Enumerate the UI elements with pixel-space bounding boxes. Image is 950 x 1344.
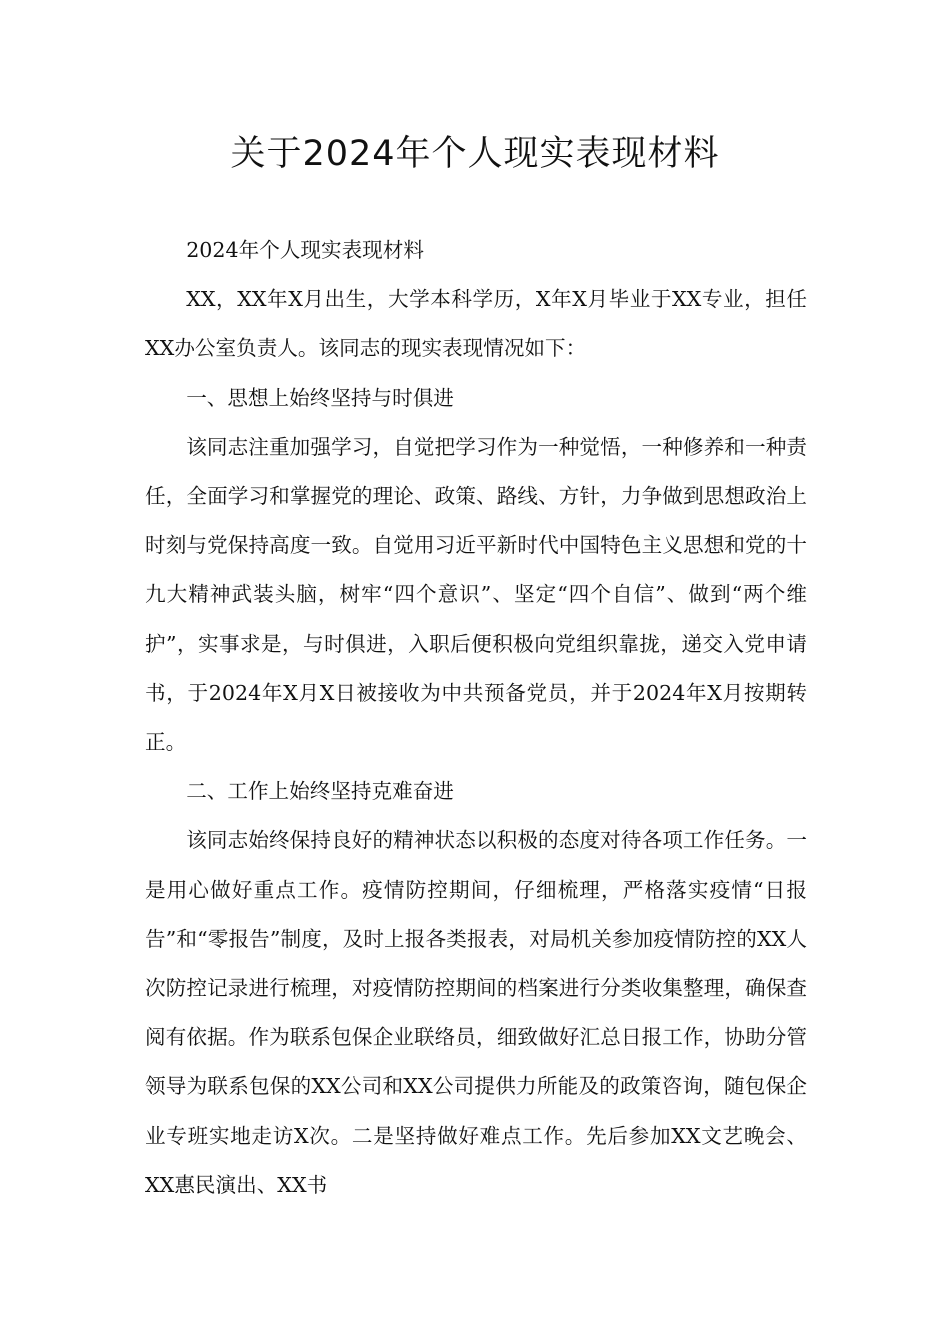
section-1-paragraph: 该同志注重加强学习，自觉把学习作为一种觉悟，一种修养和一种责任，全面学习和掌握党的理论、政策、路线、方针，力争做到思想政治上时刻与党保持高度一致。自觉用习近平新时代中国特色主义思想和党的十九大精神武装头脑，树牢“四个意识”、坚定“四个自信”、做到“两个维护”，实事求是，与时俱进，入职后便积极向党组织靠拢，递交入党申请书，于2024年X月X日被接收为中共预备党员，并于2024年X月按期转正。 [145,434,807,755]
subtitle-paragraph: 2024年个人现实表现材料 [186,238,424,262]
section-heading-1: 一、思想上始终坚持与时俱进 [186,385,454,410]
intro-paragraph: XX，XX年X月出生，大学本科学历，X年X月毕业于XX专业，担任XX办公室负责人。该同志的现实表现情况如下： [145,287,807,361]
section-heading-2: 二、工作上始终坚持克难奋进 [186,779,454,804]
section-2-paragraph: 该同志始终保持良好的精神状态以积极的态度对待各项工作任务。一是用心做好重点工作。疫情防控期间，仔细梳理，严格落实疫情“日报告”和“零报告”制度，及时上报各类报表，对局机关参加疫情防控的XX人次防控记录进行梳理，对疫情防控期间的档案进行分类收集整理，确保查阅有依据。作为联系包保企业联络员，细致做好汇总日报工作，协助分管领导为联系包保的XX公司和XX公司提供力所能及的政策咨询，随包保企业专班实地走访X次。二是坚持做好难点工作。先后参加XX文艺晚会、XX惠民演出、XX书 [145,828,807,1197]
document-body [145,226,807,1210]
document-title: 关于2024年个人现实表现材料 [230,134,720,174]
